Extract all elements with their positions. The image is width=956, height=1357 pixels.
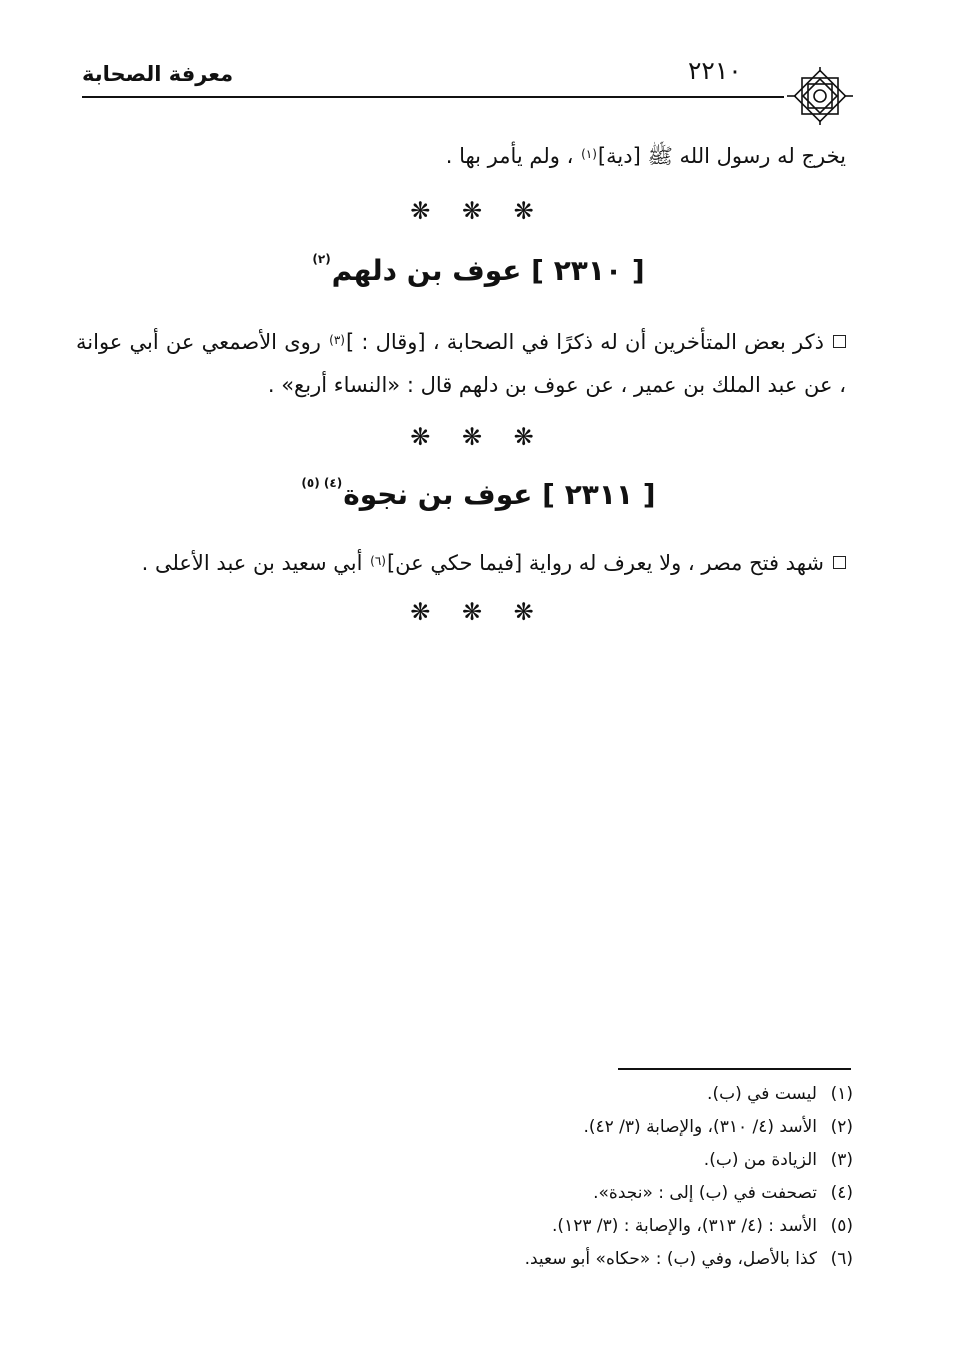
paragraph-marker-icon xyxy=(833,556,846,569)
footnote-ref: (١) xyxy=(581,147,597,161)
footnote-rule xyxy=(618,1068,851,1070)
footnote-text: الزيادة من (ب). xyxy=(703,1150,817,1170)
entry-paragraph xyxy=(76,542,846,585)
footnote-text: الأسد (٤/ ٣١٠)، والإصابة (٣/ ٤٢). xyxy=(583,1117,817,1137)
footnote-number: (٦) xyxy=(830,1249,853,1269)
entry-paragraph xyxy=(76,321,846,407)
page-number: ٢٢١٠ xyxy=(688,56,742,85)
footnote-item xyxy=(525,1144,853,1177)
footnote-text: الأسد : (٤/ ٣١٣)، والإصابة : (٣/ ١٢٣). xyxy=(552,1216,817,1236)
entry-number: [ ٢٣١١ ] xyxy=(542,478,656,511)
footnote-number: (٢) xyxy=(830,1117,853,1137)
footnote-text: كذا بالأصل، وفي (ب) : «حكاه» أبو سعيد. xyxy=(524,1249,817,1269)
section-separator: ❋ ❋ ❋ xyxy=(410,197,546,225)
entry-heading xyxy=(0,254,956,287)
section-separator: ❋ ❋ ❋ xyxy=(410,598,546,626)
footnote-text: تصحفت في (ب) إلى : «نجدة». xyxy=(593,1183,817,1203)
octagonal-star-ornament-icon xyxy=(783,66,857,126)
footnote-ref: (٦) xyxy=(370,554,386,568)
intro-text: يخرج له رسول الله ﷺ [دية] xyxy=(597,144,846,168)
footnote-number: (٥) xyxy=(830,1216,853,1236)
footnotes xyxy=(525,1078,853,1276)
entry-text: ذكر بعض المتأخرين أن له ذكرًا في الصحابة ، [وقال : ] xyxy=(345,330,824,354)
entry-text: شهد فتح مصر ، ولا يعرف له رواية [فيما حكي عن] xyxy=(386,551,824,575)
running-title: معرفة الصحابة xyxy=(82,62,234,86)
footnote-ref: (٢) xyxy=(312,252,331,266)
entry-text-continued: روى الأصمعي عن أبي عوانة ، عن عبد الملك بن عمير ، عن عوف بن دلهم قال : «النساء أربع» . xyxy=(76,330,846,397)
footnote-number: (١) xyxy=(830,1084,853,1104)
entry-number: [ ٢٣١٠ ] xyxy=(531,254,645,287)
footnote-item xyxy=(525,1177,853,1210)
footnote-ref: (٣) xyxy=(329,333,345,347)
entry-heading xyxy=(0,478,956,511)
footnote-number: (٤) xyxy=(830,1183,853,1203)
footnote-item xyxy=(525,1111,853,1144)
intro-paragraph xyxy=(76,135,846,178)
paragraph-marker-icon xyxy=(833,335,846,348)
footnote-ref: (٤) (٥) xyxy=(301,476,343,490)
footnote-item xyxy=(525,1078,853,1111)
entry-text-continued: أبي سعيد بن عبد الأعلى . xyxy=(141,551,363,575)
intro-text-end: ، ولم يأمر بها . xyxy=(445,144,574,168)
section-separator: ❋ ❋ ❋ xyxy=(410,423,546,451)
footnote-item xyxy=(525,1210,853,1243)
footnote-number: (٣) xyxy=(830,1150,853,1170)
entry-name: عوف بن نجوة xyxy=(343,478,533,511)
entry-name: عوف بن دلهم xyxy=(331,254,522,287)
footnote-text: ليست في (ب). xyxy=(707,1084,817,1104)
header-rule xyxy=(82,96,784,98)
footnote-item xyxy=(525,1243,853,1276)
